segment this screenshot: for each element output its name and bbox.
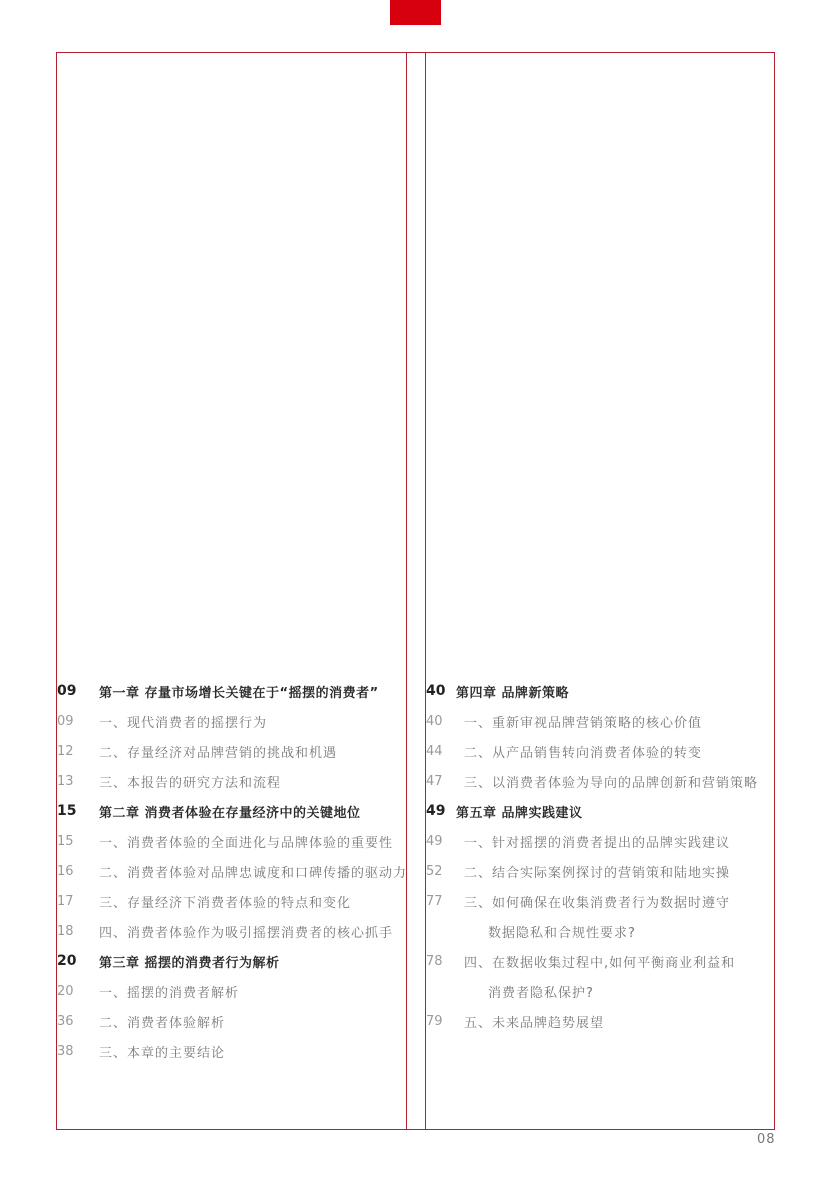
toc-entry-title: 一、针对摇摆的消费者提出的品牌实践建议 [464,835,731,851]
toc-section-row[interactable] [57,921,393,941]
toc-entry-title: 第一章 存量市场增长关键在于“摇摆的消费者” [99,685,379,701]
toc-section-row[interactable] [57,741,337,761]
toc-page-number: 17 [57,893,74,909]
toc-section-row[interactable] [57,711,267,731]
header-red-tab [390,0,441,25]
toc-entry-title: 三、本章的主要结论 [99,1045,226,1061]
toc-page-number: 47 [426,773,443,789]
toc-entry-title: 数据隐私和合规性要求? [488,925,636,941]
toc-page-number: 15 [57,803,77,819]
toc-chapter-row[interactable] [426,801,583,821]
toc-chapter-row[interactable] [57,801,361,821]
toc-entry-title: 第三章 摇摆的消费者行为解析 [99,955,280,971]
toc-page-number: 12 [57,743,74,759]
toc-page-number: 36 [57,1013,74,1029]
toc-page-number: 38 [57,1043,74,1059]
toc-section-row[interactable] [57,861,407,881]
toc-entry-title: 消费者隐私保护? [488,985,594,1001]
toc-section-row[interactable] [57,1041,225,1061]
toc-entry-title: 一、重新审视品牌营销策略的核心价值 [464,715,703,731]
toc-section-row[interactable] [426,1011,604,1031]
toc-section-row[interactable] [57,771,281,791]
toc-page-number: 49 [426,803,446,819]
toc-page-number: 09 [57,713,74,729]
toc-section-row[interactable] [426,711,702,731]
toc-section-row[interactable] [57,891,351,911]
toc-page-number: 16 [57,863,74,879]
toc-page-number: 44 [426,743,443,759]
toc-entry-title: 二、存量经济对品牌营销的挑战和机遇 [99,745,338,761]
toc-page-number: 77 [426,893,443,909]
toc-entry-title: 四、消费者体验作为吸引摇摆消费者的核心抓手 [99,925,394,941]
toc-entry-title: 三、存量经济下消费者体验的特点和变化 [99,895,352,911]
toc-entry-title: 一、消费者体验的全面进化与品牌体验的重要性 [99,835,394,851]
toc-section-row[interactable] [426,771,758,791]
toc-entry-title: 四、在数据收集过程中,如何平衡商业利益和 [464,955,736,971]
toc-page-number: 13 [57,773,74,789]
toc-section-row[interactable] [57,981,239,1001]
toc-page-number: 52 [426,863,443,879]
toc-section-row[interactable] [426,891,730,911]
toc-page-number: 18 [57,923,74,939]
toc-section-row[interactable] [426,741,702,761]
toc-entry-title: 第四章 品牌新策略 [456,685,570,701]
toc-page-number: 09 [57,683,77,699]
toc-entry-title: 第二章 消费者体验在存量经济中的关键地位 [99,805,361,821]
toc-page-number: 40 [426,713,443,729]
toc-entry-title: 二、从产品销售转向消费者体验的转变 [464,745,703,761]
toc-chapter-row[interactable] [426,681,569,701]
toc-entry-title: 三、本报告的研究方法和流程 [99,775,282,791]
toc-chapter-row[interactable] [57,681,379,701]
toc-page-number: 20 [57,953,77,969]
toc-page-number: 79 [426,1013,443,1029]
toc-chapter-row[interactable] [57,951,280,971]
toc-entry-title: 二、消费者体验对品牌忠诚度和口碑传播的驱动力 [99,865,408,881]
toc-section-row[interactable] [426,981,594,1001]
toc-entry-title: 二、结合实际案例探讨的营销策和陆地实操 [464,865,731,881]
toc-page-number: 15 [57,833,74,849]
toc-page-number: 20 [57,983,74,999]
page-number: 08 [757,1132,776,1147]
toc-entry-title: 二、消费者体验解析 [99,1015,226,1031]
toc-entry-title: 五、未来品牌趋势展望 [464,1015,605,1031]
toc-section-row[interactable] [426,951,735,971]
toc-entry-title: 一、摇摆的消费者解析 [99,985,240,1001]
toc-page-number: 78 [426,953,443,969]
toc-entry-title: 第五章 品牌实践建议 [456,805,583,821]
toc-section-row[interactable] [426,921,636,941]
toc-section-row[interactable] [426,831,730,851]
toc-entry-title: 三、以消费者体验为导向的品牌创新和营销策略 [464,775,759,791]
toc-entry-title: 一、现代消费者的摇摆行为 [99,715,268,731]
toc-section-row[interactable] [57,831,393,851]
toc-section-row[interactable] [57,1011,225,1031]
column-divider [406,52,426,1130]
toc-section-row[interactable] [426,861,730,881]
toc-entry-title: 三、如何确保在收集消费者行为数据时遵守 [464,895,731,911]
toc-page-number: 40 [426,683,446,699]
toc-page-number: 49 [426,833,443,849]
